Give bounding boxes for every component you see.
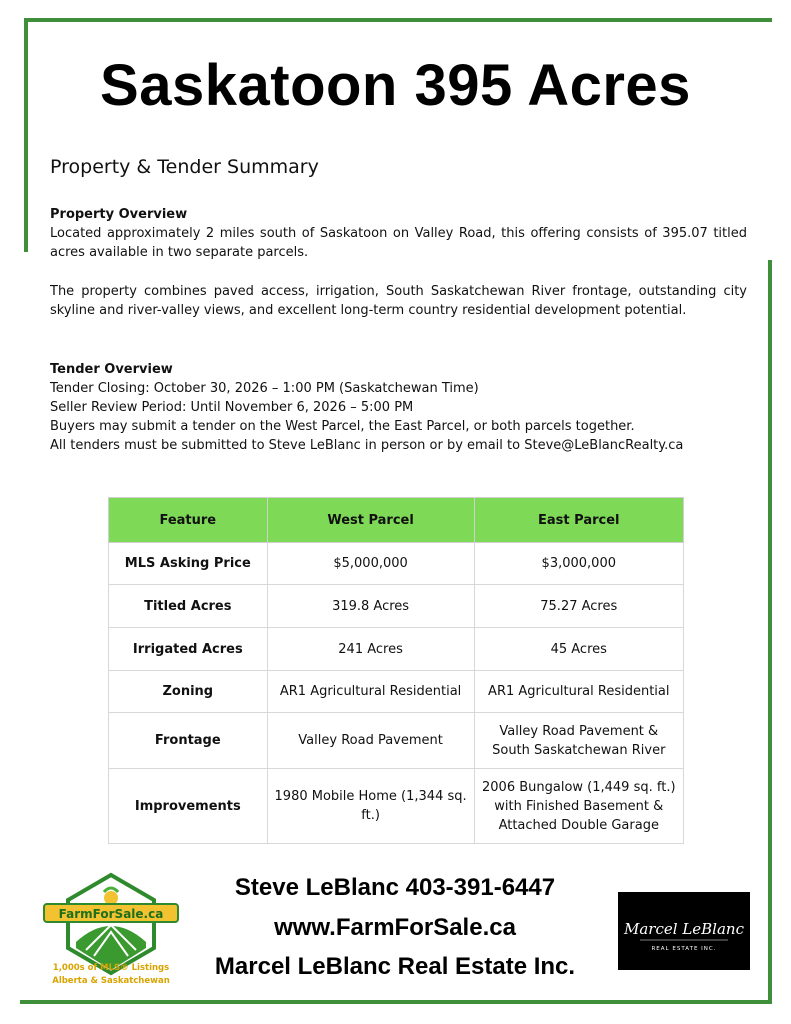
east-cell: Valley Road Pavement & South Saskatchewan River [474,713,683,769]
property-overview-paragraph-1: Located approximately 2 miles south of Saskatoon on Valley Road, this offering consists of 395.07 titled acres available in two separate parcels. [50,226,747,260]
marcel-leblanc-logo [618,892,750,970]
tender-options-line: Buyers may submit a tender on the West Parcel, the East Parcel, or both parcels together. [50,419,635,434]
seller-review-line: Seller Review Period: Until November 6, 2026 – 5:00 PM [50,400,414,415]
east-cell: 75.27 Acres [474,585,683,628]
border-right [768,260,772,1004]
table-header-row [109,498,684,543]
tender-closing-line: Tender Closing: October 30, 2026 – 1:00 PM (Saskatchewan Time) [50,381,479,396]
marcel-logo-name: Marcel LeBlanc [624,920,744,938]
west-cell: $5,000,000 [267,543,474,585]
border-bottom [20,1000,772,1004]
tender-submission-line: All tenders must be submitted to Steve LeBlanc in person or by email to Steve@LeBlancRealty.ca [50,438,684,453]
feature-cell: MLS Asking Price [109,543,268,585]
west-cell: AR1 Agricultural Residential [267,671,474,713]
west-cell: 241 Acres [267,628,474,671]
west-cell: 1980 Mobile Home (1,344 sq. ft.) [267,769,474,844]
tender-overview [50,360,747,455]
contact-company: Marcel LeBlanc Real Estate Inc. [214,953,576,980]
feature-cell: Improvements [109,769,268,844]
header-feature: Feature [109,498,268,543]
page-subtitle: Property & Tender Summary [50,156,319,178]
feature-cell: Zoning [109,671,268,713]
west-cell: 319.8 Acres [267,585,474,628]
table-row [109,671,684,713]
contact-phone: Steve LeBlanc 403-391-6447 [234,874,556,901]
header-west-parcel: West Parcel [267,498,474,543]
farmforsale-logo [36,870,186,990]
property-overview-more [50,282,747,320]
page-title: Saskatoon 395 Acres [100,53,691,118]
west-cell: Valley Road Pavement [267,713,474,769]
property-overview-heading: Property Overview [50,207,188,222]
header-east-parcel: East Parcel [474,498,683,543]
property-overview [50,205,747,262]
parcel-comparison-table [108,497,684,844]
property-overview-paragraph-2: The property combines paved access, irrigation, South Saskatchewan River frontage, outstanding city skyline and river-valley views, and excellent long-term country residential development potential. [50,284,747,318]
farmforsale-tagline-2: Alberta & Saskatchewan [52,976,170,986]
contact-website: www.FarmForSale.ca [274,914,516,941]
table-row [109,713,684,769]
table-row [109,769,684,844]
farmforsale-logo-name: FarmForSale.ca [58,907,164,921]
border-top [24,18,772,22]
feature-cell: Titled Acres [109,585,268,628]
feature-cell: Irrigated Acres [109,628,268,671]
table-row [109,628,684,671]
table-row [109,585,684,628]
east-cell: AR1 Agricultural Residential [474,671,683,713]
feature-cell: Frontage [109,713,268,769]
tender-overview-heading: Tender Overview [50,362,173,377]
table-row [109,543,684,585]
east-cell: 2006 Bungalow (1,449 sq. ft.) with Finished Basement & Attached Double Garage [474,769,683,844]
farmforsale-tagline-1: 1,000s of MLS® Listings [52,963,170,973]
east-cell: $3,000,000 [474,543,683,585]
marcel-logo-sub: REAL ESTATE INC. [651,946,717,952]
east-cell: 45 Acres [474,628,683,671]
